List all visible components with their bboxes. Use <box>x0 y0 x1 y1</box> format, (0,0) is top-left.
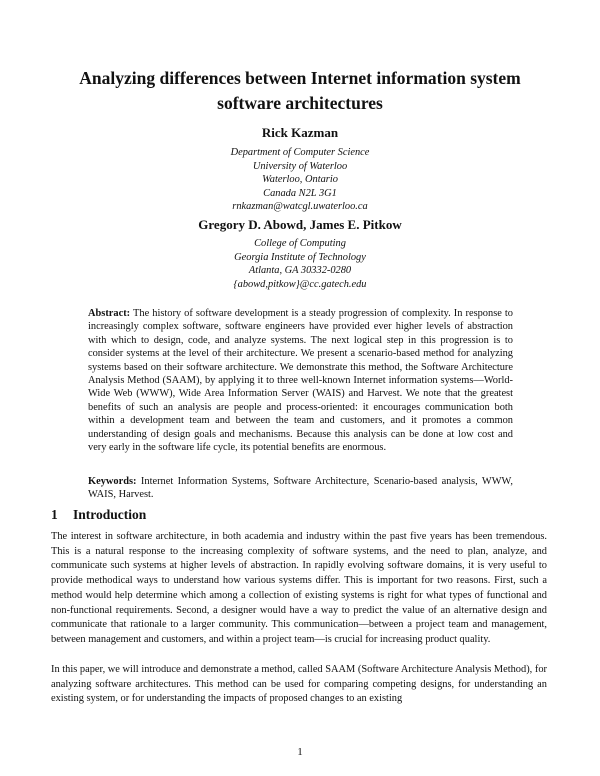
title-line-2: software architectures <box>217 93 383 113</box>
author-2-names: Gregory D. Abowd, James E. Pitkow <box>198 217 402 232</box>
section-heading <box>51 507 146 523</box>
author-2-affiliation <box>0 237 600 291</box>
affil-1-line: Waterloo, Ontario <box>262 174 338 185</box>
keywords-label: Keywords: <box>88 476 137 487</box>
intro-paragraph-2: In this paper, we will introduce and demonstrate a method, called SAAM (Software Architecture Analysis Method), for analyzing software architectures. This method can be used for comparing competing designs, for understanding an existing system, or for understanding the impacts of proposed changes to an existing <box>51 664 547 705</box>
affil-2-line: College of Computing <box>254 238 346 249</box>
title-line-1: Analyzing differences between Internet information system <box>79 68 521 88</box>
section-number: 1 <box>51 507 58 522</box>
section-title: Introduction <box>73 507 147 522</box>
author-2-email: {abowd,pitkow}@cc.gatech.edu <box>233 278 367 290</box>
affil-1-line: Canada N2L 3G1 <box>263 187 337 199</box>
abstract <box>88 307 513 454</box>
abstract-text: The history of software development is a steady progression of complexity. In response to increasingly complex software, software engineers have provided ever higher levels of abstraction with which to design, code, and analyze systems. The next logical step in this progression is to consider systems at the level of their architecture. We present a scenario-based method for analyzing systems based on their software architecture. We demonstrate this method, the Software Architecture Analysis Method (SAAM), by applying it to three well-known Internet information systems—World-Wide Web (WWW), Wide Area Information Server (WAIS) and Harvest. We note that the greatest benefits of such an analysis are people and process-oriented: it encourages communication both within a development team and between the team and customers, and it promotes a common understanding of design goals and mechanisms. Because this analysis can be done at low cost and very early in the software life cycle, its potential benefits are enormous. <box>88 308 513 454</box>
affil-1-line: University of Waterloo <box>252 160 348 172</box>
author-1-name: Rick Kazman <box>261 125 339 140</box>
intro-paragraph-1: The interest in software architecture, in both academia and industry within the past five years has been tremendous. This is a natural response to the increasing complexity of software systems, and the need to plan, analyze, and communicate such systems at higher levels of abstraction. In rapidly evolving software domains, it is very useful to provide methodical ways to understand how various systems differ. This is important for two reasons. First, such a method would help determine which among a collection of existing systems is right for what types of functional and non-functional requirements. Second, a designer would have a way to predict the value of an alternative design and communicate that rationale to a larger community. This communication—between a project team and management, between management and customers, and within a project team—is crucial for increasing product quality. <box>51 531 547 645</box>
affil-1-line: Department of Computer Science <box>230 147 370 158</box>
keywords-text: Internet Information Systems, Software Architecture, Scenario-based analysis, WWW, WAIS, Harvest. <box>88 476 513 501</box>
affil-2-line: Atlanta, GA 30332-0280 <box>248 265 352 276</box>
author-1-email: rnkazman@watcgl.uwaterloo.ca <box>232 201 368 212</box>
paper-title <box>40 66 560 116</box>
page-number: 1 <box>297 746 303 758</box>
keywords <box>88 475 513 502</box>
author-1-affiliation <box>0 146 600 214</box>
abstract-label: Abstract: <box>88 308 131 319</box>
affil-2-line: Georgia Institute of Technology <box>234 251 366 263</box>
